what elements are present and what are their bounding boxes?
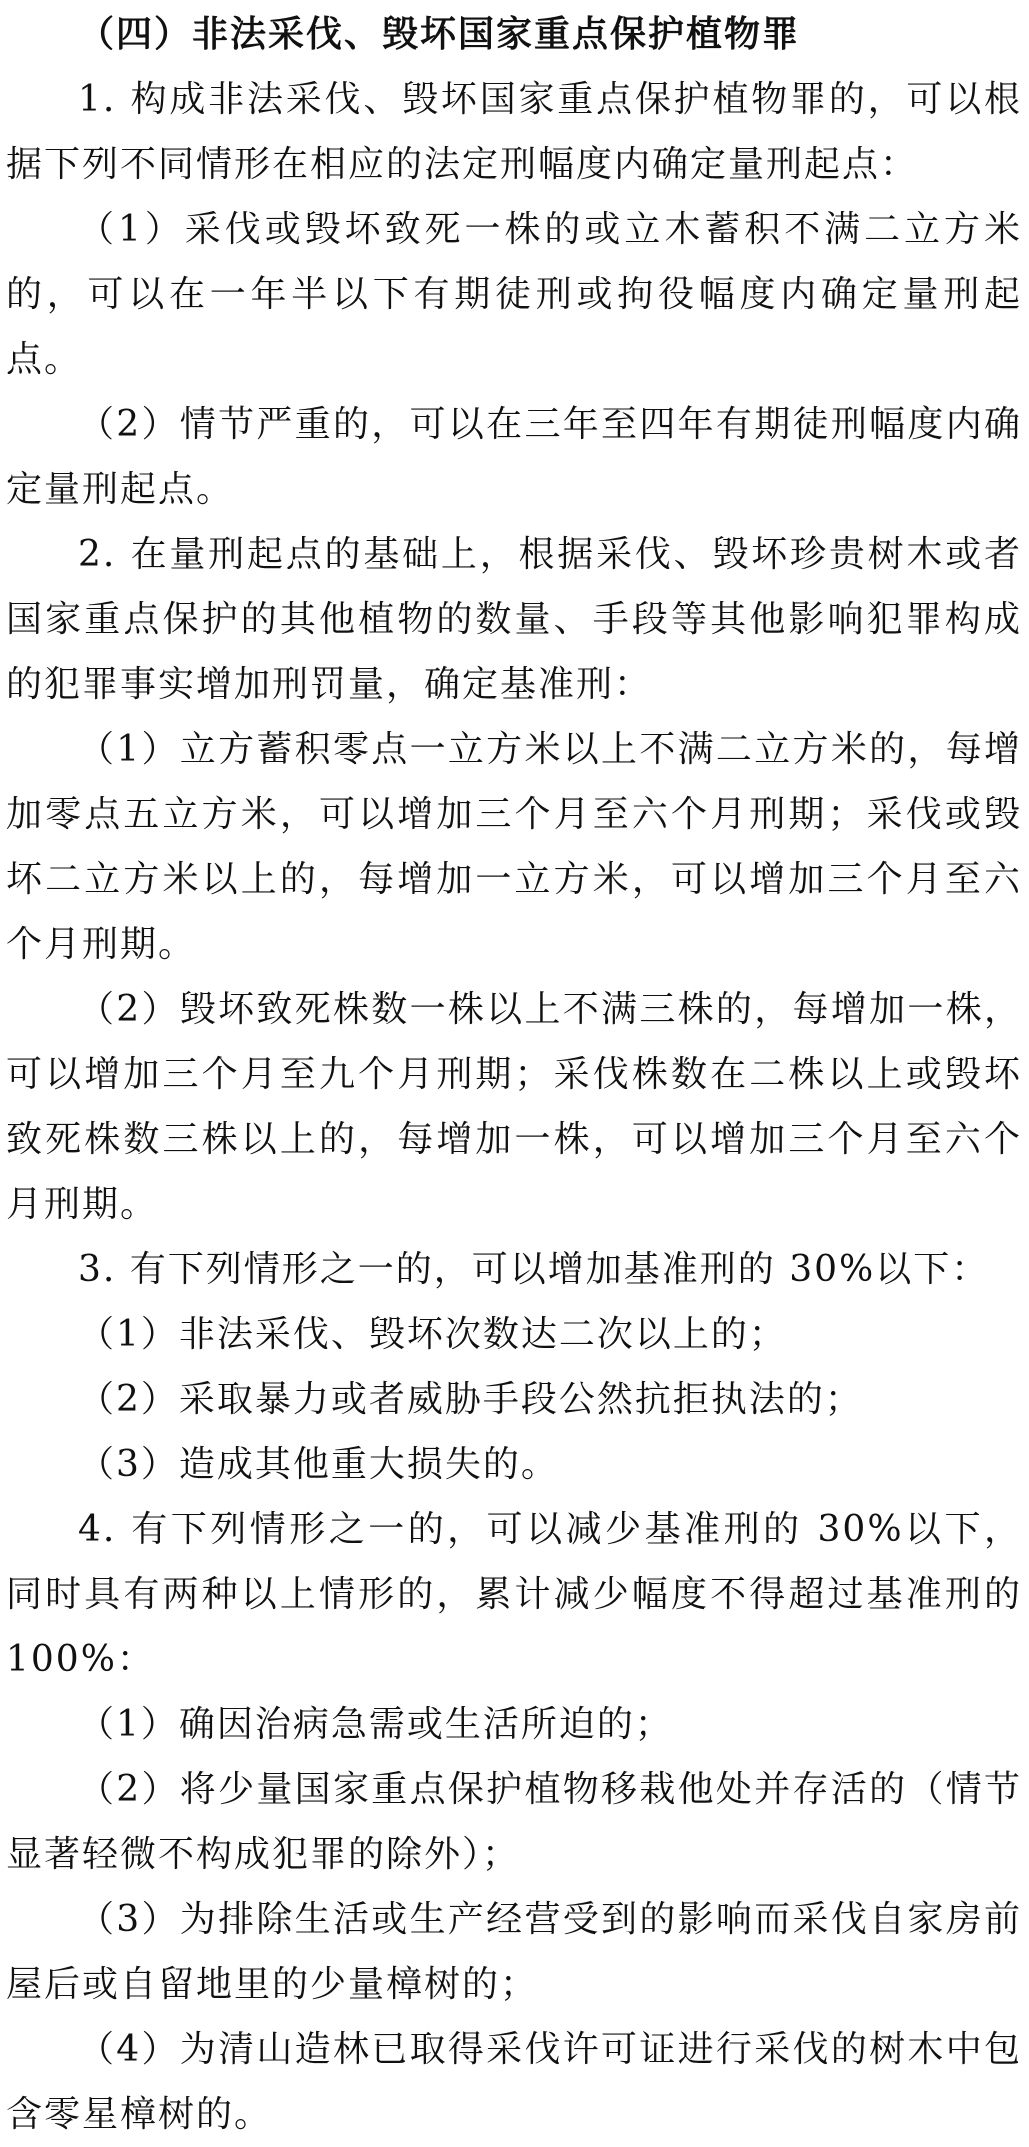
paragraph-4-1: （1）确因治病急需或生活所迫的； [78, 1704, 673, 1745]
paragraph-4-2: （2）将少量国家重点保护植物移栽他处并存活的（情节显著轻微不构成犯罪的除外）； [6, 1769, 1022, 1875]
paragraph-3: 3. 有下列情形之一的，可以增加基准刑的 30%以下： [78, 1249, 990, 1290]
paragraph-2: 2. 在量刑起点的基础上，根据采伐、毁坏珍贵树木或者国家重点保护的其他植物的数量、手段等其他影响犯罪构成的犯罪事实增加刑罚量，确定基准刑： [6, 534, 1022, 705]
paragraph-3-1: （1）非法采伐、毁坏次数达二次以上的； [78, 1314, 787, 1355]
paragraph-1-1: （1）采伐或毁坏致死一株的或立木蓄积不满二立方米的，可以在一年半以下有期徒刑或拘役幅度内确定量刑起点。 [6, 209, 1022, 380]
paragraph-3-3: （3）造成其他重大损失的。 [78, 1444, 559, 1485]
paragraph-1: 1. 构成非法采伐、毁坏国家重点保护植物罪的，可以根据下列不同情形在相应的法定刑幅度内确定量刑起点： [6, 79, 1022, 185]
paragraph-2-2: （2）毁坏致死株数一株以上不满三株的，每增加一株，可以增加三个月至九个月刑期；采伐株数在二株以上或毁坏致死株数三株以上的，每增加一株，可以增加三个月至六个月刑期。 [6, 989, 1022, 1225]
paragraph-1-2: （2）情节严重的，可以在三年至四年有期徒刑幅度内确定量刑起点。 [6, 404, 1022, 510]
paragraph-4-3: （3）为排除生活或生产经营受到的影响而采伐自家房前屋后或自留地里的少量樟树的； [6, 1899, 1022, 2005]
document-body [6, 0, 1022, 2147]
paragraph-2-1: （1）立方蓄积零点一立方米以上不满二立方米的，每增加零点五立方米，可以增加三个月至六个月刑期；采伐或毁坏二立方米以上的，每增加一立方米，可以增加三个月至六个月刑期。 [6, 729, 1022, 965]
section-heading: （四）非法采伐、毁坏国家重点保护植物罪 [78, 13, 801, 55]
paragraph-4-4: （4）为清山造林已取得采伐许可证进行采伐的树木中包含零星樟树的。 [6, 2029, 1022, 2135]
paragraph-4: 4. 有下列情形之一的，可以减少基准刑的 30%以下，同时具有两种以上情形的，累计减少幅度不得超过基准刑的 100%： [6, 1509, 1022, 1680]
paragraph-3-2: （2）采取暴力或者威胁手段公然抗拒执法的； [78, 1379, 863, 1420]
